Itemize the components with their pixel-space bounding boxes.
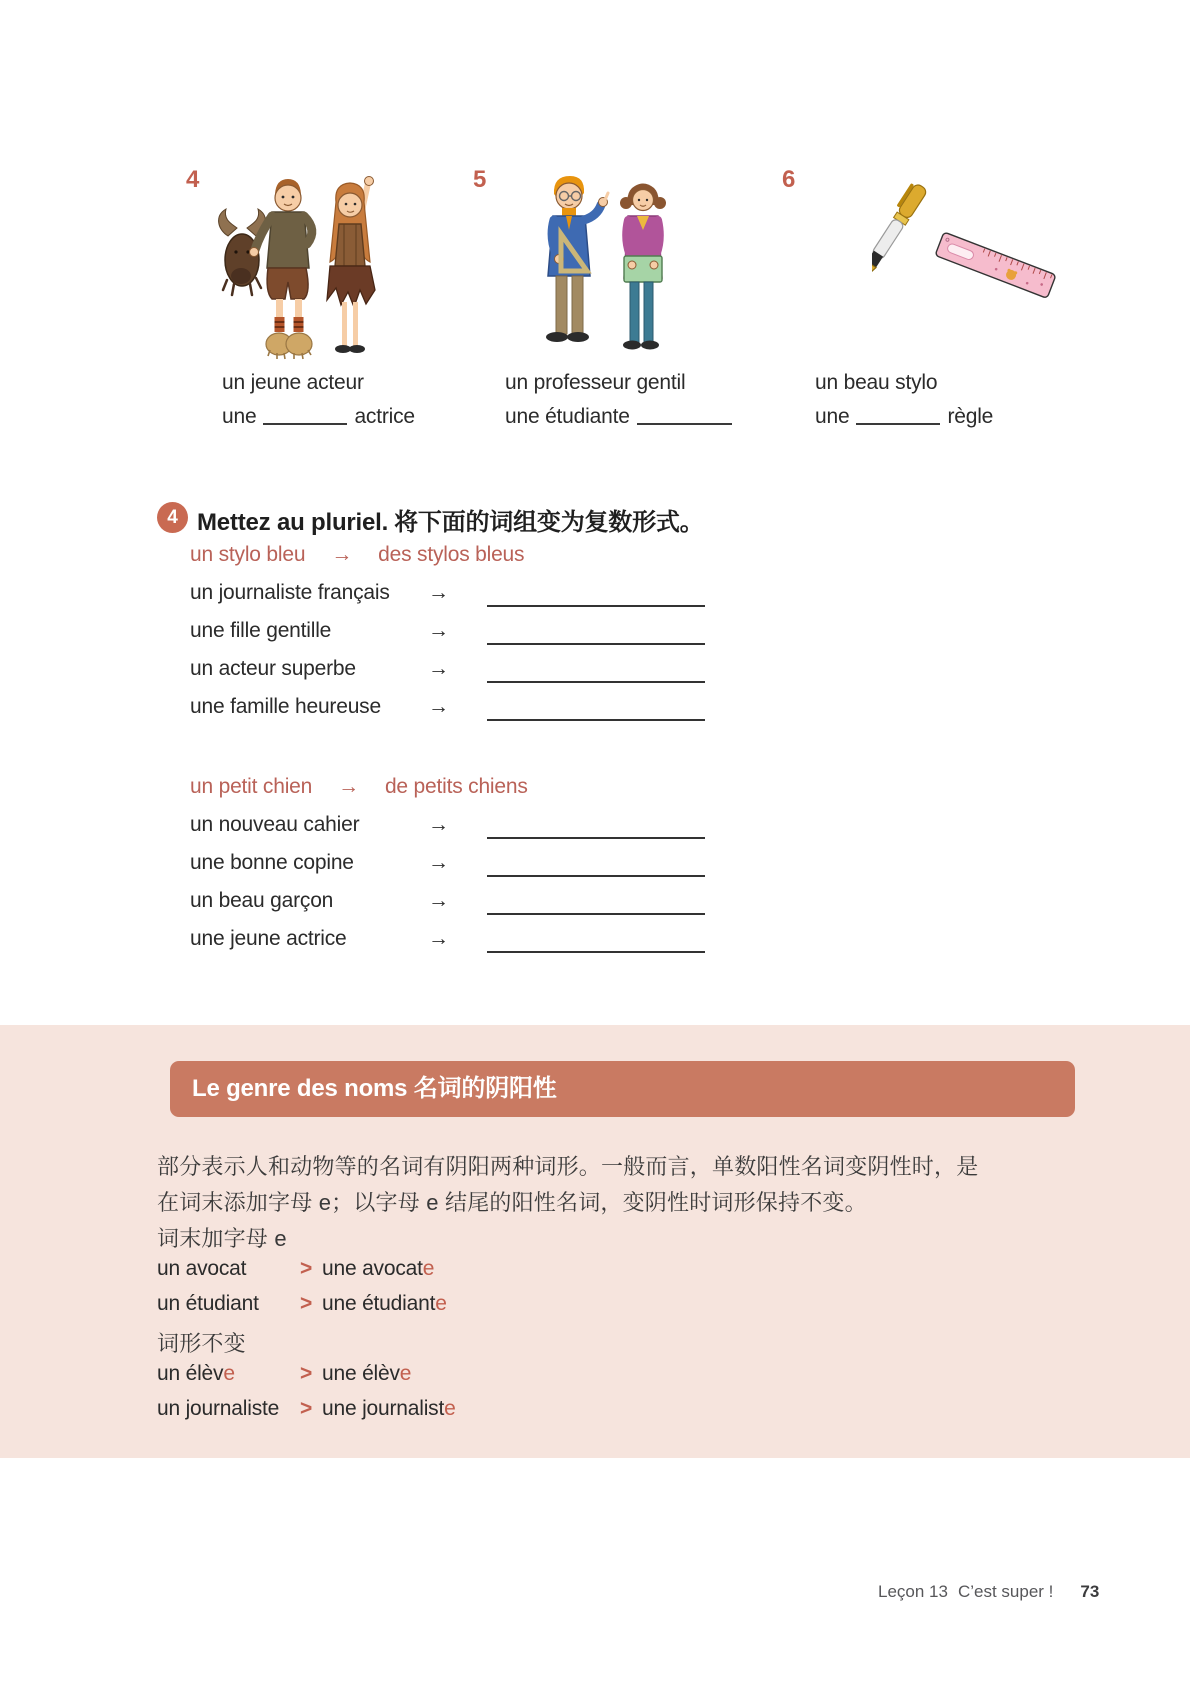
caption-line-2: une actrice <box>222 405 415 428</box>
grammar-title-bar <box>170 1061 1075 1117</box>
arrow-right-icon: → <box>428 889 449 912</box>
gender-pair-etudiant: un étudiant > une étudiante <box>157 1292 447 1315</box>
caption-line-2: une règle <box>815 405 994 428</box>
answer-blank-line <box>487 913 705 915</box>
answer-blank-line <box>487 681 705 683</box>
arrow-right-icon: → <box>428 619 449 642</box>
actor-couple-illustration <box>210 172 395 367</box>
pen-ruler-illustration <box>872 178 1067 323</box>
caption-line-1: un beau stylo <box>815 371 938 394</box>
vocab-item-4-caption <box>222 366 415 434</box>
caption-line-2: une étudiante <box>505 400 739 434</box>
footer-lesson-number: Leçon 13 <box>878 1582 948 1601</box>
teacher-student-illustration <box>520 172 685 367</box>
gender-pair-avocat: un avocat > une avocate <box>157 1257 435 1280</box>
vocab-item-6-caption <box>815 366 993 434</box>
answer-blank-line <box>487 875 705 877</box>
vocab-item-6-number: 6 <box>782 166 796 193</box>
arrow-right-icon: → <box>428 851 449 874</box>
exercise-row: une bonne copine → <box>190 851 720 881</box>
exercise-row: un beau garçon → <box>190 889 720 919</box>
exercise-row: un nouveau cahier → <box>190 813 720 843</box>
grammar-paragraph-line-2: 在词末添加字母 e；以字母 e 结尾的阳性名词，变阴性时词形保持不变。 <box>157 1190 867 1215</box>
exercise-row: une fille gentille → <box>190 619 720 649</box>
grammar-paragraph-line-1: 部分表示人和动物等的名词有阴阳两种词形。一般而言，单数阳性名词变阴性时，是 <box>157 1154 979 1179</box>
grammar-title: Le genre des noms 名词的阴阳性 <box>192 1075 557 1102</box>
grammar-rule-add-e: 词末加字母 e <box>157 1226 287 1251</box>
vocab-item-4-number: 4 <box>186 166 200 193</box>
arrow-right-icon: → <box>428 657 449 680</box>
fill-in-blank <box>856 419 940 425</box>
arrow-right-icon: → <box>428 813 449 836</box>
greater-than-arrow-icon: > <box>300 1397 313 1420</box>
grammar-panel <box>0 1025 1190 1458</box>
caption-line-1: un jeune acteur <box>222 371 364 394</box>
exercise-row: une jeune actrice → <box>190 927 720 957</box>
answer-blank-line <box>487 837 705 839</box>
answer-blank-line <box>487 951 705 953</box>
fill-in-blank <box>637 419 732 425</box>
greater-than-arrow-icon: > <box>300 1257 313 1280</box>
vocab-item-5-caption <box>505 366 739 434</box>
exercise-row: un journaliste français → <box>190 581 720 611</box>
fill-in-blank <box>263 419 347 425</box>
greater-than-arrow-icon: > <box>300 1362 313 1385</box>
arrow-right-icon: → <box>428 695 449 718</box>
exercise-title-fr: Mettez au pluriel. <box>197 509 389 536</box>
answer-blank-line <box>487 605 705 607</box>
caption-line-1: un professeur gentil <box>505 371 686 394</box>
exercise-title <box>197 502 704 537</box>
arrow-right-icon: → <box>428 581 449 604</box>
vocab-item-5-number: 5 <box>473 166 487 193</box>
greater-than-arrow-icon: > <box>300 1292 313 1315</box>
page-number: 73 <box>1080 1582 1100 1601</box>
arrow-right-icon: → <box>338 775 359 798</box>
gender-pair-journaliste: un journaliste > une journaliste <box>157 1397 456 1420</box>
grammar-rule-same-form: 词形不变 <box>157 1331 246 1356</box>
arrow-right-icon: → <box>428 927 449 950</box>
gender-pair-eleve: un élève > une élève <box>157 1362 412 1385</box>
answer-blank-line <box>487 643 705 645</box>
exercise-title-zh: 将下面的词组变为复数形式。 <box>394 509 704 536</box>
page-footer <box>878 1582 1099 1602</box>
example-singular-plural: un petit chien → de petits chiens <box>190 775 528 798</box>
footer-lesson-title: C’est super ! <box>957 1582 1054 1601</box>
exercise-number-badge: 4 <box>157 502 188 533</box>
answer-blank-line <box>487 719 705 721</box>
exercise-row: un acteur superbe → <box>190 657 720 687</box>
arrow-right-icon: → <box>331 543 353 566</box>
exercise-row: une famille heureuse → <box>190 695 720 725</box>
example-singular-plural: un stylo bleu → des stylos bleus <box>190 543 525 566</box>
